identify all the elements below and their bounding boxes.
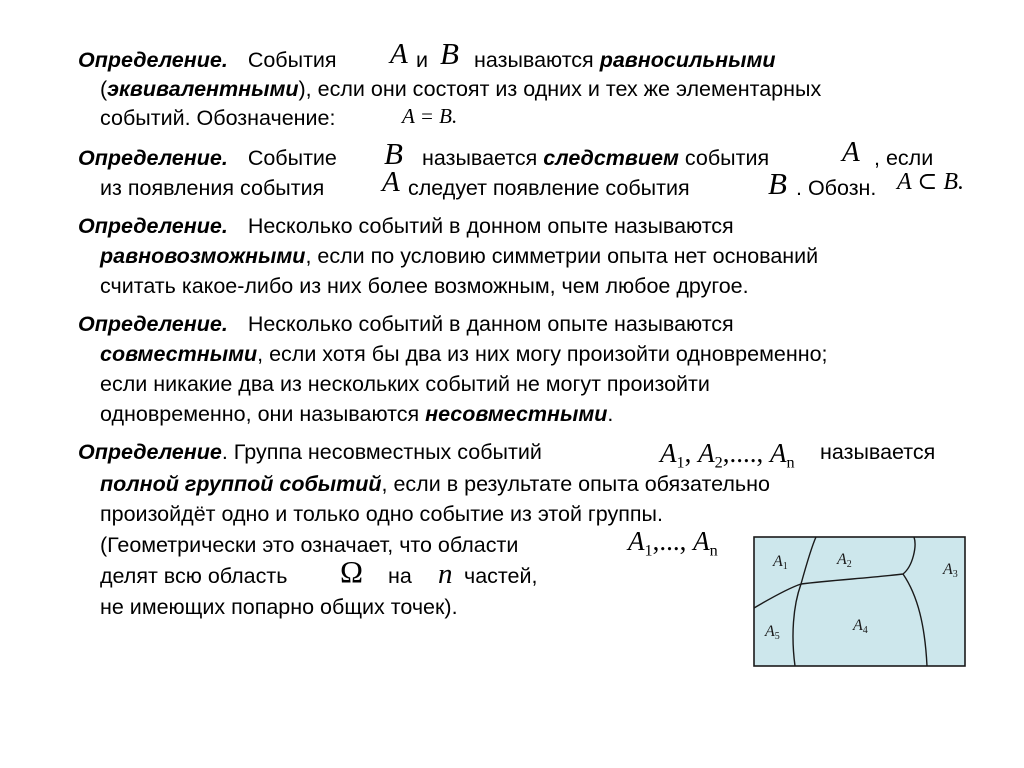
def2-math-b2: B <box>768 166 787 201</box>
def5-line1 <box>78 438 542 466</box>
term-incompatible: несовместными <box>425 402 608 426</box>
def5-text: , если в результате опыта обязательно <box>381 472 770 496</box>
def1-line3: событий. Обозначение: <box>100 106 336 130</box>
def3-line3: считать какое-либо из них более возможным, чем любое другое. <box>100 274 749 298</box>
def2-math-a2: A <box>382 166 400 198</box>
def5-text-on: на <box>388 564 412 588</box>
partition-diagram <box>753 536 967 668</box>
def2-text: Событие <box>247 146 337 170</box>
region-label-a5: A5 <box>765 623 780 642</box>
def2-text-if: , если <box>874 146 934 170</box>
def1-line1-end <box>474 46 776 74</box>
def1-math-a: A <box>390 38 408 70</box>
def2-line1-mid <box>422 144 769 172</box>
def3-text: , если по условию симметрии опыта нет оснований <box>305 244 819 268</box>
def3-heading: Определение. <box>78 214 228 238</box>
term-equivalent: равносильными <box>599 48 776 72</box>
def4-text: . <box>607 402 614 426</box>
def2-formula: A ⊂ B. <box>897 169 964 195</box>
omega-area <box>754 537 965 666</box>
omega-symbol: Ω <box>340 554 364 589</box>
def5-line2 <box>100 470 770 498</box>
def5-area-set: $A_1$,..., $A_n$ <box>628 526 718 560</box>
def1-text: называются <box>474 48 594 72</box>
def4-line3: если никакие два из нескольких событий не могут произойти <box>100 372 710 396</box>
def5-line4: (Геометрически это означает, что области <box>100 533 519 557</box>
def3-line1 <box>78 212 734 240</box>
def2-heading: Определение. <box>78 146 228 170</box>
term-consequence: следствием <box>543 146 679 170</box>
def2-text: события <box>684 146 770 170</box>
term-equiprobable: равновозможными <box>100 244 306 268</box>
def4-line4 <box>100 400 613 428</box>
term-compatible: совместными <box>100 342 258 366</box>
def5-line3: произойдёт одно и только одно событие из этой группы. <box>100 502 663 526</box>
def4-text: одновременно, они называются <box>100 402 420 426</box>
term-complete-group: полной группой событий <box>100 472 382 496</box>
region-label-a1: A1 <box>773 553 788 572</box>
def5-line6: не имеющих попарно общих точек). <box>100 595 458 619</box>
def5-line5-start: делят всю область <box>100 564 288 588</box>
def3-line2 <box>100 242 818 270</box>
def2-math-b: B <box>384 136 403 171</box>
region-label-a3: A3 <box>943 561 958 580</box>
def1-text: События <box>247 48 337 72</box>
def4-heading: Определение. <box>78 312 228 336</box>
def4-line1 <box>78 310 734 338</box>
def4-line2 <box>100 340 828 368</box>
def1-and: и <box>416 48 429 72</box>
def5-event-set: $A_1$, $A_2$,...., $A_n$ <box>660 438 795 472</box>
def3-text: Несколько событий в донном опыте называются <box>247 214 734 238</box>
def1-text: ), если они состоят из одних и тех же элементарных <box>298 77 822 101</box>
def1-line2 <box>100 75 821 103</box>
def5-heading: Определение <box>78 440 222 464</box>
region-label-a4: A4 <box>853 617 868 636</box>
n-symbol: n <box>438 558 453 590</box>
def2-line2-start: из появления события <box>100 176 325 200</box>
def2-line1 <box>78 144 337 172</box>
def1-line1 <box>78 46 337 74</box>
region-label-a2: A2 <box>837 551 852 570</box>
def1-text: ( <box>100 77 108 101</box>
def2-line2-mid: следует появление события <box>408 176 690 200</box>
def2-math-a: A <box>842 136 860 168</box>
def1-heading: Определение. <box>78 48 228 72</box>
def1-formula: A = B. <box>402 104 458 128</box>
def5-text-called: называется <box>820 440 936 464</box>
def4-text: , если хотя бы два из них могу произойти одновременно; <box>257 342 828 366</box>
def5-text: . Группа несовместных событий <box>221 440 542 464</box>
def1-math-b: B <box>440 36 459 71</box>
def5-text-parts: частей, <box>464 564 538 588</box>
def2-text: называется <box>422 146 538 170</box>
term-equivalent-alt: эквивалентными <box>107 77 299 101</box>
def2-line2-abbr: . Обозн. <box>796 176 877 200</box>
def4-text: Несколько событий в данном опыте называются <box>247 312 734 336</box>
